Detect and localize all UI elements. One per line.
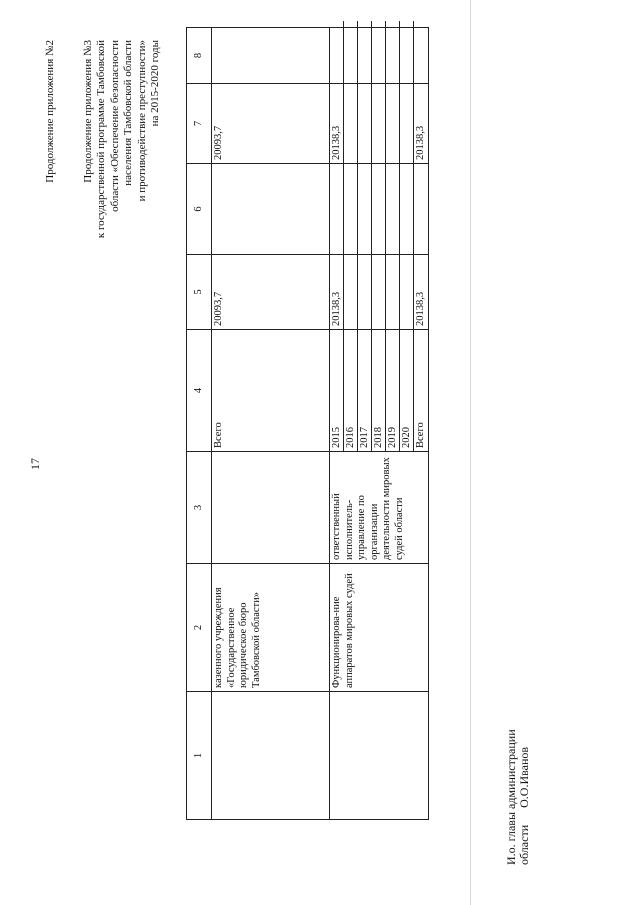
program-table <box>186 27 429 820</box>
year-label: 2017 <box>358 330 372 451</box>
amount-value: 20138,3 <box>330 255 344 329</box>
amount-value <box>358 255 372 329</box>
amount-cell <box>212 164 330 255</box>
amount-value <box>330 164 344 254</box>
amount-value <box>344 28 358 83</box>
amount-cell: 20093,7 <box>212 84 330 164</box>
row-number-cell <box>330 692 429 820</box>
year-cell: Всего <box>212 330 330 452</box>
signature-region: области <box>517 824 531 865</box>
amount-value <box>386 84 400 163</box>
amount-list <box>330 255 429 330</box>
amount-value <box>344 84 358 163</box>
heading-line: на 2015-2020 годы <box>149 40 161 127</box>
amount-value <box>358 84 372 163</box>
row-number-cell <box>212 692 330 820</box>
amount-value <box>400 255 414 329</box>
amount-value <box>414 21 428 27</box>
column-number: 8 <box>187 28 212 84</box>
measure-name-cell: казенного учреждения «Государственное юридическое бюро Тамбовской области» <box>212 564 330 692</box>
scan-artifact <box>470 0 471 905</box>
amount-value <box>344 21 358 27</box>
signature-block <box>505 729 531 865</box>
column-number: 5 <box>187 255 212 330</box>
heading-line: и противодействие преступности» <box>135 40 148 202</box>
amount-list <box>330 28 429 84</box>
year-label: 2020 <box>400 330 414 451</box>
column-number: 4 <box>187 330 212 452</box>
amount-cell <box>212 28 330 84</box>
amount-value <box>386 255 400 329</box>
amount-value <box>372 84 386 163</box>
year-label: 2018 <box>372 330 386 451</box>
heading-line: области «Обеспечение безопасности <box>108 40 121 212</box>
amount-value <box>330 21 344 27</box>
amount-value <box>330 28 344 83</box>
signature-title: И.о. главы администрации <box>504 729 518 865</box>
amount-value <box>400 21 414 27</box>
amount-value <box>400 84 414 163</box>
amount-value <box>386 164 400 254</box>
amount-value <box>386 28 400 83</box>
column-number: 3 <box>187 452 212 564</box>
page-number: 17 <box>28 458 42 470</box>
amount-list <box>330 164 429 255</box>
amount-value <box>386 21 400 27</box>
heading-line: к государственной программе Тамбовской <box>95 40 107 239</box>
amount-value: 20138,3 <box>415 291 426 326</box>
amount-value <box>358 28 372 83</box>
column-number: 7 <box>187 84 212 164</box>
table-row <box>212 28 330 820</box>
amount-list <box>330 84 429 164</box>
year-label: 2019 <box>386 330 400 451</box>
year-label: Всего <box>415 422 426 448</box>
column-number: 1 <box>187 692 212 820</box>
signature-name: О.О.Иванов <box>517 746 531 808</box>
amount-cell: 20093,7 <box>212 255 330 330</box>
amount-value <box>400 164 414 254</box>
heading-line: населения Тамбовской области <box>122 40 134 186</box>
measure-name-cell: Функционирова-ние аппаратов мировых судей <box>330 564 429 692</box>
amount-value <box>344 164 358 254</box>
executor-cell: ответственный исполнитель-управление по организации деятельности мировых судей области <box>330 452 429 564</box>
table-row <box>330 28 429 820</box>
column-number-row <box>187 28 212 820</box>
amount-value <box>372 255 386 329</box>
amount-value <box>414 164 428 254</box>
amount-value <box>358 21 372 27</box>
year-label: 2015 <box>330 330 344 451</box>
amount-value <box>414 28 428 83</box>
appendix-heading <box>44 40 163 460</box>
column-number: 2 <box>187 564 212 692</box>
amount-value: 20138,3 <box>415 125 426 160</box>
heading-line: Продолжение приложения №3 <box>81 40 94 183</box>
amount-value <box>372 164 386 254</box>
executor-cell <box>212 452 330 564</box>
year-label: 2016 <box>344 330 358 451</box>
amount-value <box>400 28 414 83</box>
amount-value <box>358 164 372 254</box>
amount-value <box>372 21 386 27</box>
year-list <box>330 330 429 452</box>
continuation-line: Продолжение приложения №2 <box>44 40 56 183</box>
amount-value <box>372 28 386 83</box>
column-number: 6 <box>187 164 212 255</box>
amount-value <box>344 255 358 329</box>
amount-value: 20138,3 <box>330 84 344 163</box>
